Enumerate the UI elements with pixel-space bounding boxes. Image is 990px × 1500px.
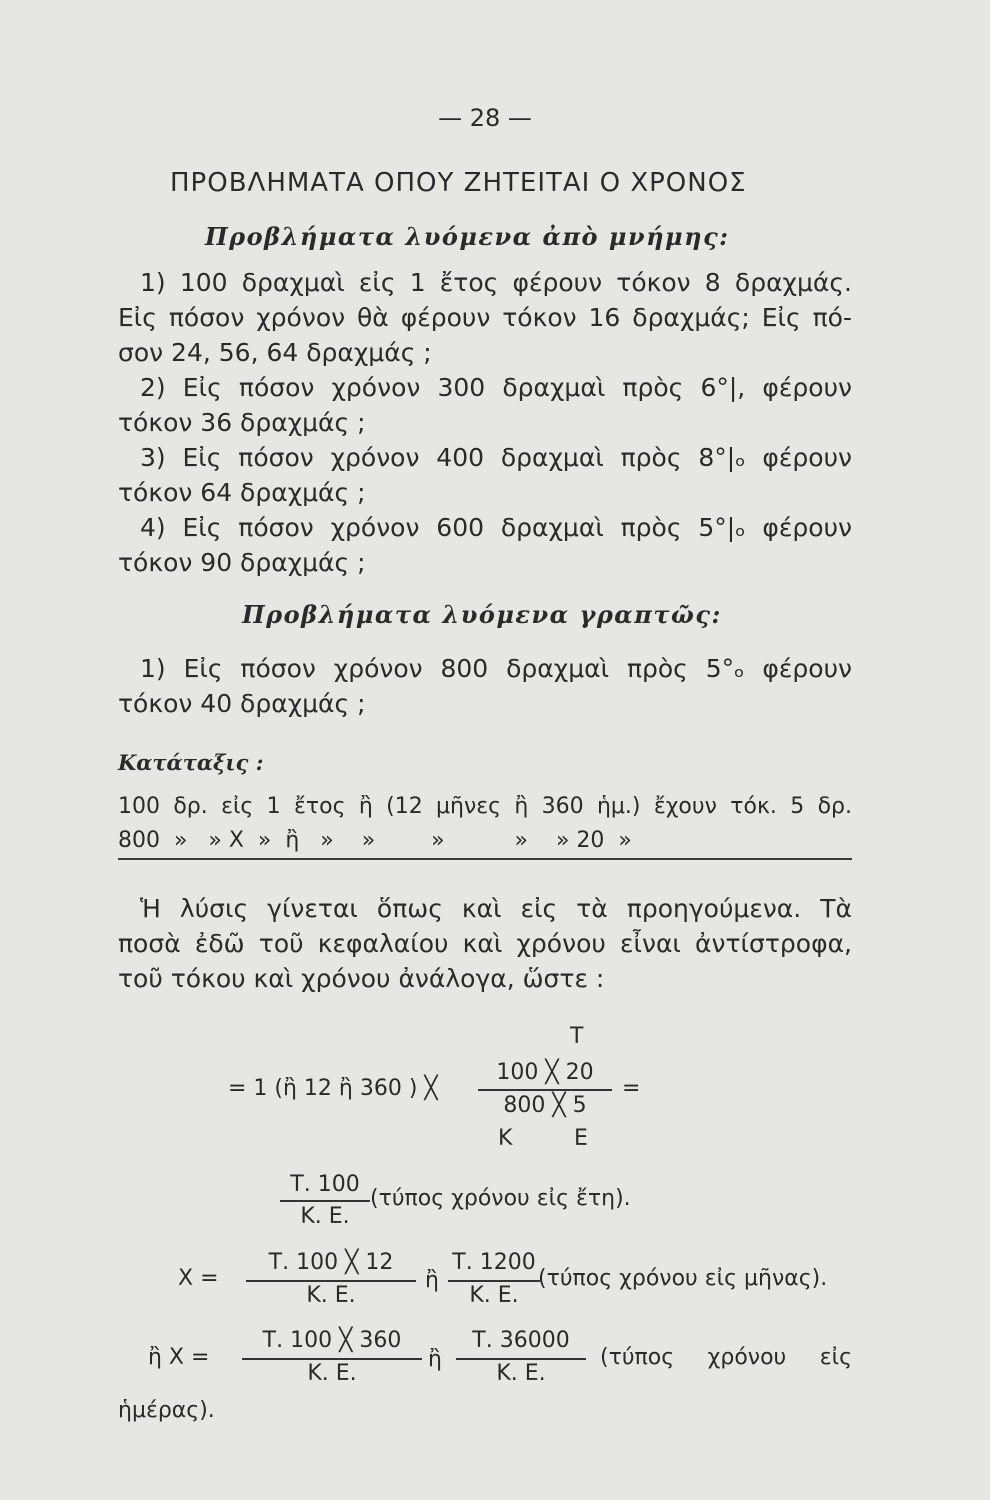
formula1-fraction-bar	[478, 1089, 612, 1091]
formula4-note-cont: ἡμέρας).	[118, 1398, 215, 1423]
table-rule	[118, 858, 852, 860]
formula3-fraction-bar-2	[448, 1280, 540, 1282]
formula4-fraction-bar-2	[456, 1358, 586, 1360]
formula4-note: (τύπος χρόνου εἰς	[600, 1345, 852, 1370]
formula3-numerator-2: Τ. 1200	[452, 1250, 536, 1275]
formula4-numerator-2: Τ. 36000	[472, 1328, 570, 1353]
solution-line-2: ποσὰ ἐδῶ τοῦ κεφαλαίου καὶ χρόνου εἶναι ἀντίστροφα,	[118, 929, 852, 958]
s1-line-7: τόκον 64 δραχμάς ;	[118, 478, 366, 507]
formula3-fraction-bar-1	[246, 1280, 416, 1282]
formula2-note: (τύπος χρόνου εἰς ἔτη).	[370, 1186, 631, 1211]
formula1-denominator: 800 ╳ 5	[503, 1093, 587, 1118]
table-row-1: 100 δρ. εἰς 1 ἔτος ἢ (12 μῆνες ἢ 360 ἡμ.) ἔχουν τόκ. 5 δρ.	[118, 794, 852, 819]
formula1-label-k: Κ	[498, 1126, 513, 1151]
formula1-numerator: 100 ╳ 20	[496, 1060, 594, 1085]
table-row-2: 800 » » Χ » ἢ » » » » » 20 »	[118, 828, 632, 853]
s1-line-6: 3) Εἰς πόσον χρόνον 400 δραχμαὶ πρὸς 8°|ₒ φέρουν	[140, 443, 852, 472]
formula3-numerator-1: Τ. 100 ╳ 12	[268, 1250, 394, 1275]
formula4-denominator-1: Κ. Ε.	[307, 1361, 357, 1386]
formula2-denominator: Κ. Ε.	[300, 1204, 350, 1229]
s1-line-9: τόκον 90 δραχμάς ;	[118, 548, 366, 577]
formula2-fraction-bar	[280, 1200, 370, 1202]
formula4-denominator-2: Κ. Ε.	[496, 1361, 546, 1386]
formula4-lhs: ἢ Χ =	[148, 1345, 210, 1370]
s1-line-8: 4) Εἰς πόσον χρόνον 600 δραχμαὶ πρὸς 5°|ₒ φέρουν	[140, 513, 852, 542]
s2-line-1: 1) Εἰς πόσον χρόνον 800 δραχμαὶ πρὸς 5°ₒ φέρουν	[140, 654, 852, 683]
s1-line-4: 2) Εἰς πόσον χρόνον 300 δραχμαὶ πρὸς 6°|, φέρουν	[140, 373, 852, 402]
formula1-label-e: Ε	[574, 1126, 588, 1151]
page-number: — 28 —	[438, 104, 532, 132]
formula1-label-t: Τ	[570, 1024, 584, 1049]
formula1-lhs: = 1 (ἢ 12 ἢ 360 ) ╳	[228, 1076, 438, 1101]
formula3-denominator-1: Κ. Ε.	[306, 1283, 356, 1308]
formula1-equals: =	[622, 1076, 641, 1101]
section2-heading: Προβλήματα λυόμενα γραπτῶς:	[242, 600, 722, 629]
page-title: ΠΡΟΒΛΗΜΑΤΑ ΟΠΟΥ ΖΗΤΕΙΤΑΙ Ο ΧΡΟΝΟΣ	[170, 168, 747, 198]
solution-line-1: Ἡ λύσις γίνεται ὅπως καὶ εἰς τὰ προηγούμενα. Τὰ	[140, 894, 852, 923]
formula4-fraction-bar-1	[242, 1358, 422, 1360]
s1-line-2: Εἰς πόσον χρόνον θὰ φέρουν τόκον 16 δραχμάς; Εἰς πό-	[118, 303, 852, 332]
s1-line-1: 1) 100 δραχμαὶ εἰς 1 ἔτος φέρουν τόκον 8 δραχμάς.	[140, 268, 852, 297]
kataxis-label: Κατάταξις :	[118, 750, 264, 775]
s2-line-2: τόκον 40 δραχμάς ;	[118, 689, 366, 718]
formula3-lhs: Χ =	[178, 1266, 219, 1291]
formula4-or: ἢ	[428, 1347, 442, 1372]
s1-line-3: σον 24, 56, 64 δραχμάς ;	[118, 338, 432, 367]
solution-line-3: τοῦ τόκου καὶ χρόνου ἀνάλογα, ὥστε :	[118, 964, 605, 993]
formula4-numerator-1: Τ. 100 ╳ 360	[262, 1328, 402, 1353]
section1-heading: Προβλήματα λυόμενα ἀπὸ μνήμης:	[205, 222, 730, 251]
formula3-or: ἢ	[425, 1268, 439, 1293]
formula3-note: (τύπος χρόνου εἰς μῆνας).	[538, 1266, 828, 1291]
formula2-numerator: Τ. 100	[290, 1172, 360, 1197]
formula3-denominator-2: Κ. Ε.	[469, 1283, 519, 1308]
s1-line-5: τόκον 36 δραχμάς ;	[118, 408, 366, 437]
